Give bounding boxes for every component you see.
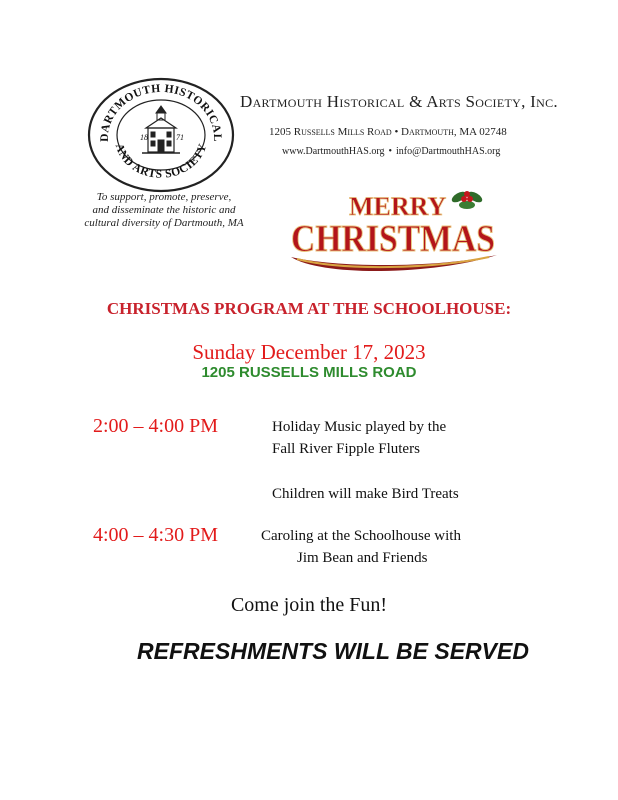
- seal-ring-bottom: AND ARTS SOCIETY: [112, 142, 210, 181]
- schedule-line: Fall River Fipple Fluters: [272, 441, 420, 457]
- org-address: 1205 Russells Mills Road • Dartmouth, MA 02748: [269, 126, 507, 138]
- tagline-line: cultural diversity of Dartmouth, MA: [84, 217, 244, 229]
- org-name: Dartmouth Historical & Arts Society, Inc.: [240, 92, 558, 111]
- schedule-time: 4:00 – 4:30 PM: [93, 524, 219, 546]
- merry-christmas-graphic: [283, 185, 505, 275]
- merry-text: MERRY: [349, 192, 447, 221]
- schedule-line: Caroling at the Schoolhouse with: [261, 528, 461, 544]
- event-address: 1205 RUSSELLS MILLS ROAD: [201, 364, 417, 381]
- tagline-line: To support, promote, preserve,: [96, 191, 232, 203]
- contact-separator: •: [388, 146, 393, 157]
- schedule-line: Jim Bean and Friends: [297, 550, 428, 566]
- seal-ring-top: DARTMOUTH HISTORICAL: [98, 82, 224, 142]
- christmas-text: CHRISTMAS: [291, 218, 495, 260]
- org-contact-line: [282, 146, 572, 157]
- tagline-line: and disseminate the historic and: [92, 204, 236, 216]
- society-tagline: [76, 191, 252, 230]
- program-title: CHRISTMAS PROGRAM AT THE SCHOOLHOUSE:: [106, 299, 512, 318]
- schedule-time: 2:00 – 4:00 PM: [93, 415, 219, 437]
- society-seal-logo: [86, 76, 236, 194]
- schedule-description: [272, 416, 446, 460]
- seal-year-left: 18: [140, 133, 148, 142]
- schoolhouse-icon: [142, 106, 180, 153]
- schedule-line: Holiday Music played by the: [272, 419, 447, 435]
- schedule-extra: Children will make Bird Treats: [272, 486, 459, 502]
- holly-icon: [450, 190, 484, 209]
- invitation-text: Come join the Fun!: [230, 594, 388, 616]
- seal-year-right: 71: [176, 133, 184, 142]
- event-date: Sunday December 17, 2023: [192, 340, 426, 364]
- email-link[interactable]: info@DartmouthHAS.org: [396, 146, 501, 157]
- refreshments-text: REFRESHMENTS WILL BE SERVED: [137, 638, 529, 664]
- website-link[interactable]: www.DartmouthHAS.org: [282, 146, 385, 157]
